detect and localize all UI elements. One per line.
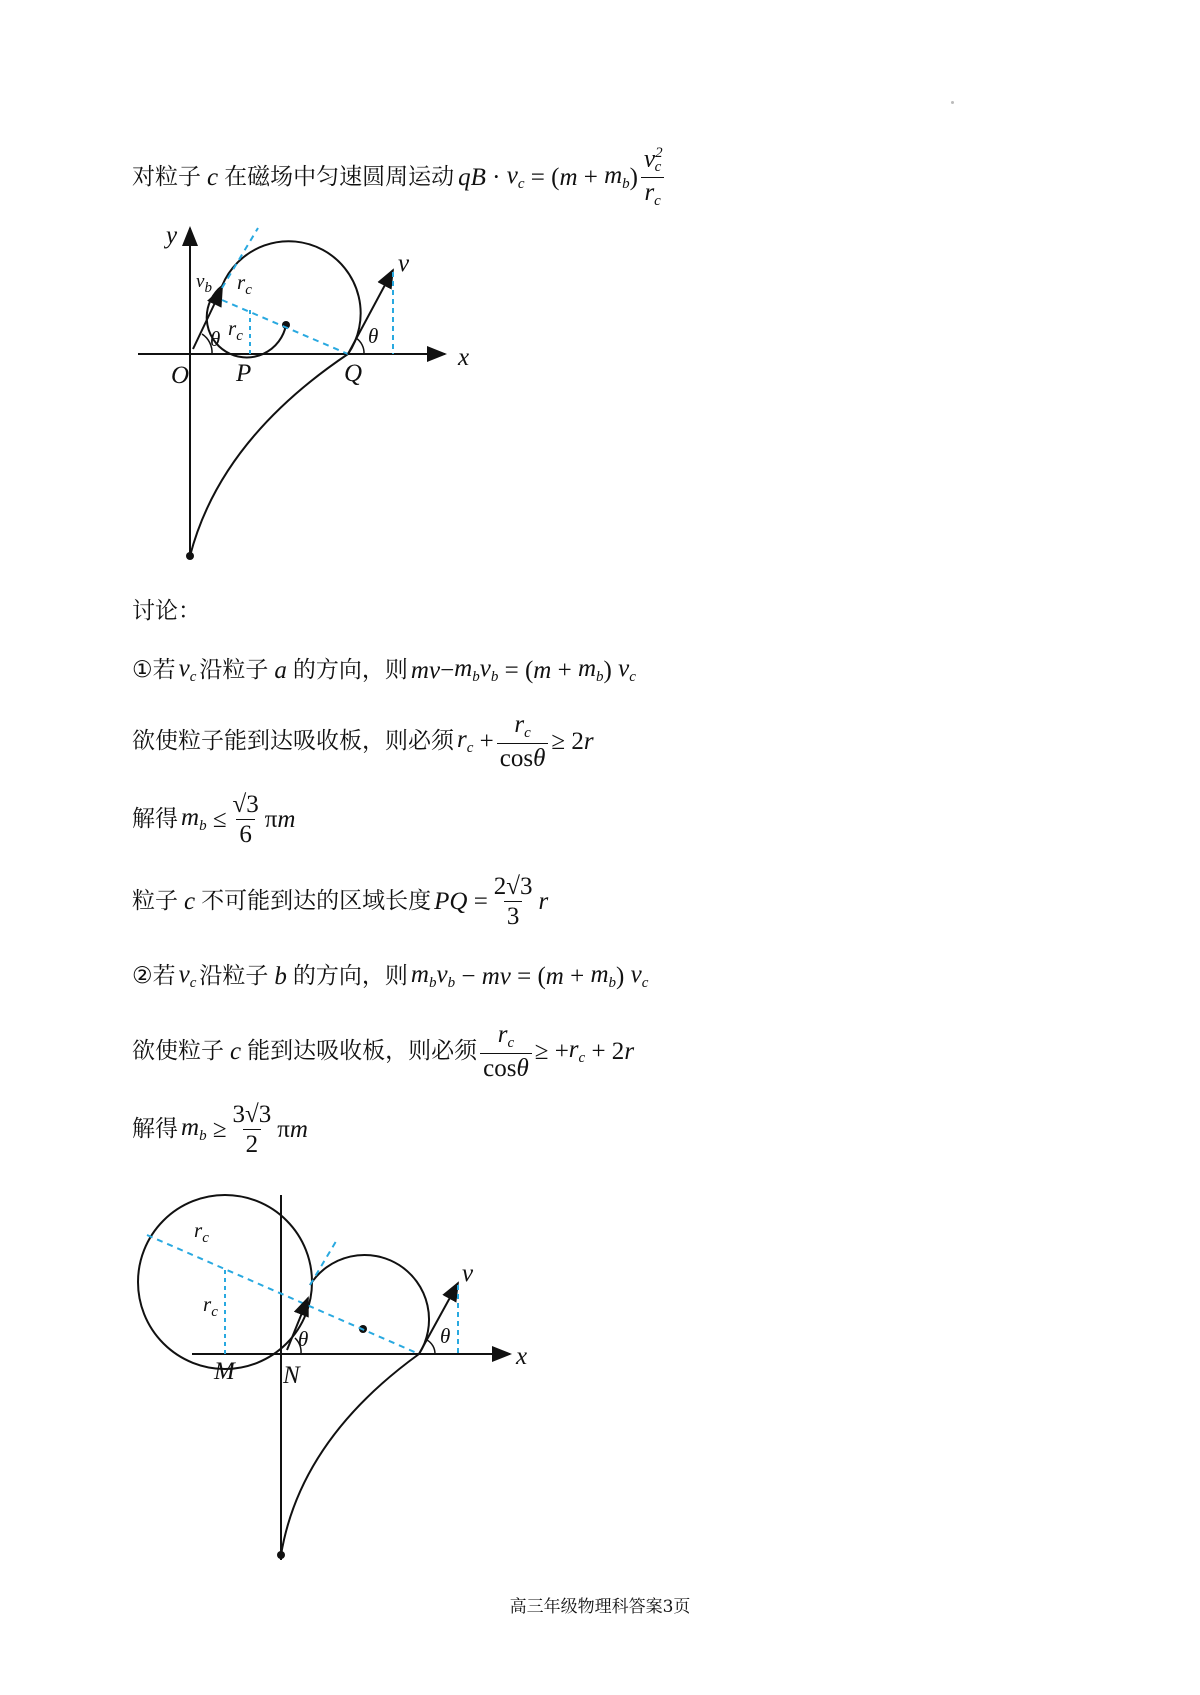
rc-text: r (203, 1292, 212, 1316)
text: 不可能到达的区域长度 (201, 888, 432, 914)
math-expr: $m_b$ (181, 804, 207, 834)
var: a (274, 657, 287, 684)
math-expr: $m_bv_b$ (454, 655, 499, 685)
math-op: + (577, 164, 605, 192)
math-expr: $m_b$ (577, 655, 604, 685)
text: 欲使粒子 (132, 1038, 224, 1064)
math-expr: r (624, 1038, 635, 1065)
page-footer: 高三年级物理科答案3页 (509, 1597, 691, 1617)
label-rc-side-2 (203, 1292, 218, 1321)
math-op: − (440, 657, 455, 684)
theta-arc-right (427, 1340, 435, 1354)
math-op: ≤ (206, 806, 227, 833)
math-expr: $v_c$ (506, 162, 525, 193)
math-expr: $m_bv_b$ (410, 961, 456, 991)
var: c (184, 888, 196, 915)
math-op: = ( (524, 164, 560, 192)
vb-sub: b (204, 280, 212, 296)
math-op: ) (603, 657, 619, 684)
math-expr: m (559, 164, 578, 192)
math-op: ≥ + (534, 1038, 569, 1065)
fraction: $\frac{r_c}{\cos\theta}$ (480, 1022, 532, 1081)
label-v: v (398, 250, 410, 277)
text: 能到达吸收板，则必须 (247, 1038, 478, 1064)
math-expr: $m_b$ (604, 162, 630, 193)
math-expr: $v_c$ (630, 961, 649, 991)
fraction: $\frac{3√3}{2}$ (232, 1101, 272, 1158)
math-expr: $r_c$ (457, 726, 474, 756)
trajectory-lower-2 (281, 1354, 419, 1555)
label-y: y (166, 222, 178, 249)
math-op: ) (616, 963, 631, 990)
label-Q: Q (344, 360, 363, 387)
math-op: = ( (510, 963, 546, 990)
fraction: $\frac{v^2_c}{r_c}$ (641, 146, 664, 209)
label-M: M (214, 1358, 235, 1385)
label-theta-Q: θ (368, 324, 379, 348)
text: 的方向，则 (292, 657, 408, 683)
math-expr: qB (458, 164, 486, 192)
text: 沿粒子 (199, 657, 269, 683)
math-op: ≥ (206, 1116, 227, 1143)
math-op: ≥ 2 (551, 728, 584, 755)
math-op: π (264, 806, 278, 833)
math-op: = (467, 888, 488, 915)
rc-sub: c (236, 328, 243, 344)
text: 对粒子 (132, 164, 201, 191)
math-expr: r (583, 728, 594, 755)
fraction: $\frac{2√3}{3}$ (493, 873, 533, 930)
math-op: + (551, 657, 578, 684)
label-N: N (283, 1362, 300, 1389)
rc-sub: c (202, 1230, 209, 1246)
math-expr: m (533, 657, 552, 684)
math-op: · (485, 164, 507, 192)
math-op: + (563, 963, 591, 990)
start-point-2 (277, 1551, 285, 1559)
rc-sub: c (211, 1304, 218, 1320)
math-op: − (455, 963, 482, 990)
label-theta-O: θ (210, 327, 221, 351)
vb-text: v (196, 271, 205, 292)
label-theta-right: θ (440, 1324, 451, 1348)
label-rc-top-2 (194, 1218, 209, 1247)
var: b (274, 963, 287, 990)
math-expr: $m_b$ (181, 1114, 207, 1144)
text: 欲使粒子能到达吸收板，则必须 (132, 728, 454, 754)
v-arrow-2 (419, 1283, 458, 1354)
text: 粒子 (132, 888, 178, 914)
label-P: P (236, 360, 252, 387)
math-expr: mv (481, 963, 511, 990)
text: 讨论： (132, 598, 201, 624)
math-op: ) (629, 164, 638, 192)
text: ①若 (132, 657, 176, 683)
math-expr: PQ (434, 888, 468, 915)
rc-sub: c (245, 282, 252, 298)
label-v-2: v (462, 1260, 474, 1287)
math-expr: $m_b$ (590, 961, 617, 991)
text: 在磁场中匀速圆周运动 (224, 164, 455, 191)
var: c (230, 1038, 242, 1065)
label-x-2: x (516, 1343, 528, 1370)
rc-text: r (194, 1218, 203, 1242)
label-theta-N: θ (298, 1327, 309, 1351)
math-expr: mv (410, 657, 441, 684)
text: ②若 (132, 963, 176, 989)
math-expr: $r_c$ (568, 1036, 586, 1066)
math-expr: $v_c$ (178, 655, 197, 685)
fraction: $\frac{r_c}{\cos\theta}$ (497, 712, 549, 771)
math-expr: r (538, 888, 549, 915)
math-expr: m (277, 806, 296, 833)
math-op: + (473, 728, 494, 755)
math-expr: m (289, 1116, 308, 1143)
math-op: = ( (498, 657, 534, 684)
math-op: + 2 (585, 1038, 625, 1065)
text: 解得 (132, 1116, 178, 1142)
rc-text: r (237, 270, 246, 294)
text: 解得 (132, 806, 178, 832)
math-expr: $v_c$ (178, 961, 197, 991)
label-x: x (458, 344, 470, 371)
text: 沿粒子 (199, 963, 269, 989)
text: 的方向，则 (292, 963, 408, 989)
math-op: π (277, 1116, 290, 1143)
label-O: O (171, 362, 190, 389)
radius-dashed-2 (147, 1235, 419, 1354)
rc-text: r (228, 316, 237, 340)
fraction: $\frac{√3}{6}$ (232, 791, 259, 848)
math-expr: $v_c$ (618, 655, 636, 685)
var-c: c (207, 164, 219, 192)
trajectory-arc-2 (310, 1255, 429, 1354)
math-expr: m (545, 963, 564, 990)
